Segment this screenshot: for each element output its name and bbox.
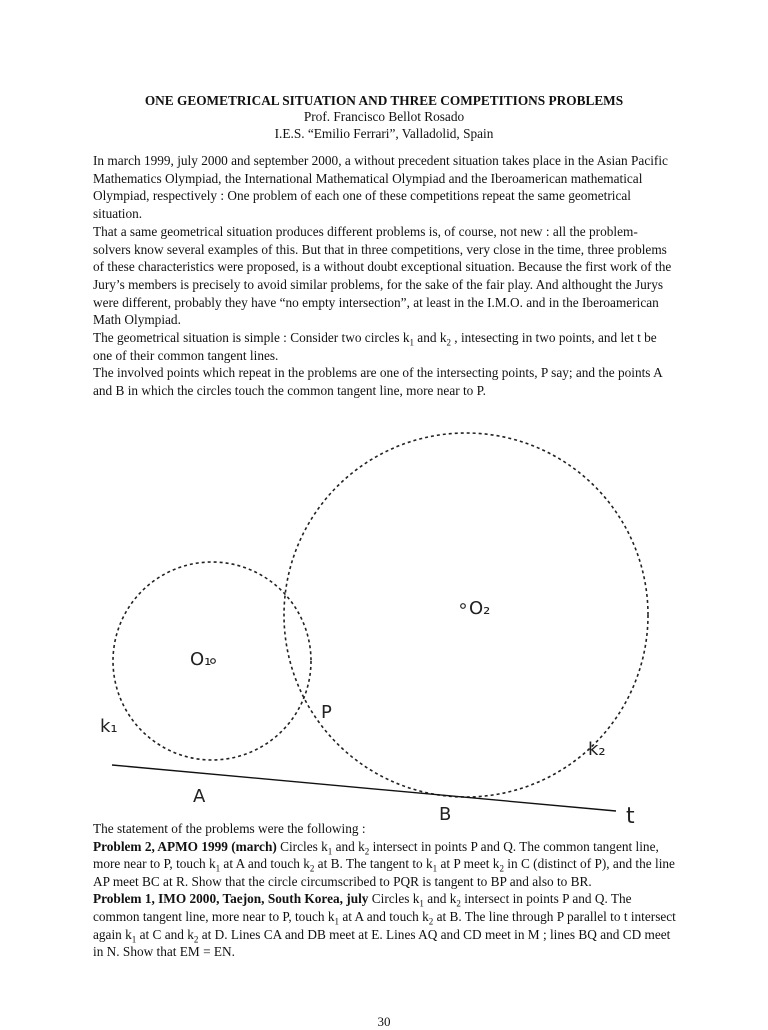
text-run: at B. The line through P parallel to t intersect again k [93,908,676,942]
label-t: t [626,804,635,825]
subscript-1: 1 [215,863,221,874]
text-run: Circles k [276,838,328,854]
text-run: in C (distinct of P), and the line AP meet BC at R. Show that the circle circumscribed to PQR is tangent to BP and also to BR. [93,856,675,889]
subscript-2: 2 [428,916,434,927]
text-run: intersect in points P and Q. The common tangent line, more near to P, touch k [93,891,632,924]
intro-section [93,152,673,400]
text-run: at A and touch k [220,856,310,872]
geometry-diagram [0,415,768,825]
text-run: at C and k [136,926,194,942]
subscript-1: 1 [409,337,414,348]
intro-paragraph-1: In march 1999, july 2000 and september 2000, a without precedent situation takes place in the Asian Pacific Mathematics Olympiad, the International Mathematical Olympiad and the Iberoamerican mathematical Olympiad, respectively : One problem of each one of these competitions repeat the same geometrical situation. [93,153,668,222]
tangent-line-t [112,765,616,811]
problem-heading: Problem 1, IMO 2000, Taejon, South Korea, july [93,891,369,907]
statement-lead: The statement of the problems were the following : [93,821,366,836]
text-run: and k [332,838,365,854]
text-run: at P meet k [437,856,500,872]
subscript-2: 2 [193,934,199,945]
intro-paragraph-2: That a same geometrical situation produces different problems is, of course, not new : all the problem-solvers know several examples of this. But that in three competitions, very close in the time, three problems of these characteristics were proposed, is a without doubt exceptional situation. Because the first work of the Jury’s members is precisely to avoid similar problems, for the sake of the fair play. And althought the Jurys were different, probably they have “no empty intersection”, at least in the I.M.O. and in the Iberoamerican Math Olympiad. [93,223,672,328]
subscript-1: 1 [432,863,438,874]
intro-paragraph-3 [93,329,673,364]
problem-apmo-1999 [93,838,678,891]
circle-k1 [113,562,311,760]
page-number: 30 [377,1014,391,1029]
subscript-1: 1 [327,846,333,857]
intro-paragraph-4: The involved points which repeat in the problems are one of the intersecting points, P say; and the points A and B in which the circles touch the common tangent line, more near to P. [93,365,662,399]
text-run: and k [413,330,447,346]
text-run: and k [423,891,457,907]
author-line: Prof. Francisco Bellot Rosado [303,109,465,124]
label-k2: k₂ [588,739,606,760]
label-p: P [321,702,332,723]
center-o2-dot [461,604,466,609]
circles-figure [0,415,768,825]
text-run: , intesecting in two points, and let t be one of their common tangent lines. [93,330,657,363]
label-b: B [439,804,452,825]
subscript-2: 2 [309,863,315,874]
subscript-2: 2 [364,846,370,857]
text-run: intersect in points P and Q. The common tangent line, more near to P, touch k [93,838,659,872]
subscript-2: 2 [499,863,504,874]
text-run: Circles k [368,891,420,907]
subscript-1: 1 [131,934,137,945]
subscript-2: 2 [456,899,461,910]
problems-section [93,820,678,961]
text-run: The geometrical situation is simple : Consider two circles k [93,330,410,346]
label-o1: O₁ [190,649,212,670]
problem-heading: Problem 2, APMO 1999 (march) [93,838,277,854]
problem-imo-2000 [93,890,678,960]
text-run: at D. Lines CA and DB meet at E. Lines AQ and CD meet in M ; lines BQ and CD meet in N. Show that EM = EN. [93,926,671,960]
label-a: A [193,786,206,807]
subscript-1: 1 [419,899,424,910]
subscript-2: 2 [446,337,451,348]
text-run: at B. The tangent to k [314,856,433,872]
paper-title: ONE GEOMETRICAL SITUATION AND THREE COMPETITIONS PROBLEMS [144,93,624,108]
text-run: at A and touch k [339,908,429,924]
affiliation-line: I.E.S. “Emilio Ferrari”, Valladolid, Spain [274,126,494,141]
subscript-1: 1 [334,916,340,927]
label-o2: O₂ [469,598,491,619]
label-k1: k₁ [100,716,118,737]
